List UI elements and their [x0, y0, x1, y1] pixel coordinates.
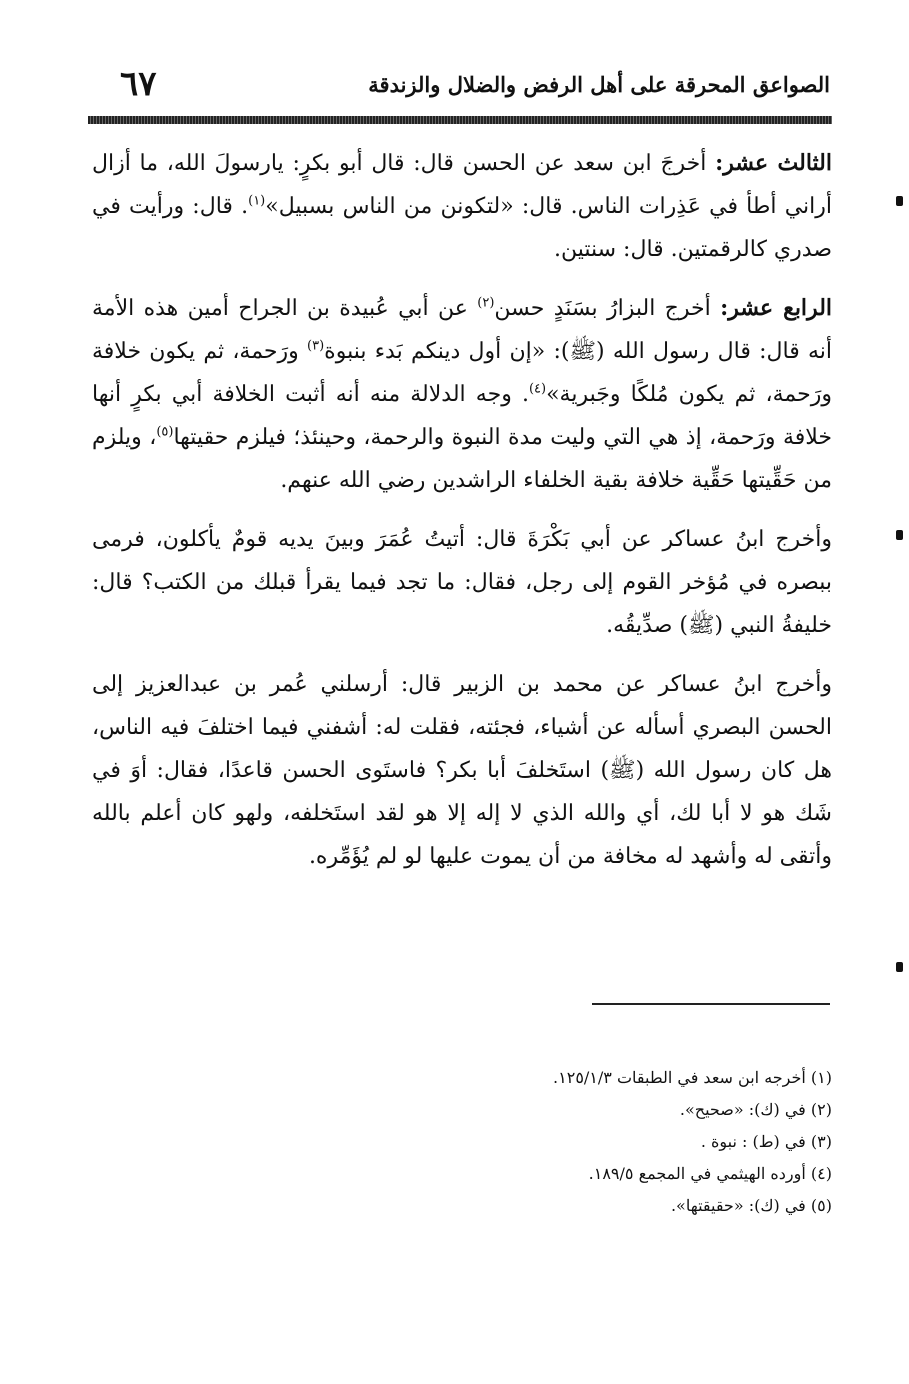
footnote-1: (١) أخرجه ابن سعد في الطبقات ١٢٥/١/٣.	[553, 1068, 832, 1087]
footnotes	[400, 1062, 832, 1222]
footnote-ref[interactable]: (٤)	[528, 381, 547, 397]
footnote-4: (٤) أورده الهيثمي في المجمع ١٨٩/٥.	[588, 1164, 832, 1183]
paragraph-abu-bakra	[92, 518, 832, 647]
paragraph-lead: الرابع عشر:	[720, 295, 833, 321]
margin-mark	[896, 962, 903, 972]
footnote-2: (٢) في (ك): «صحيح».	[679, 1100, 832, 1119]
paragraph-text: عن أبي عُبيدة بن الجراح أمين هذه الأمة أنه قال: قال رسول الله (ﷺ): «إن أول دينكم بَدء بنبوة	[92, 296, 833, 364]
footnote-ref[interactable]: (٥)	[156, 424, 174, 440]
margin-mark	[896, 196, 903, 206]
paragraph-text: أخرجَ ابن سعد عن الحسن قال: قال أبو بكرٍ: يارسولَ الله، ما أزال أراني أطأ في عَذِرات الناس. قال: «لتكونن من الناس بسبيل»	[92, 151, 832, 219]
paragraph-text: . قال: ورأيت في صدري كالرقمتين. قال: سنتين.	[92, 194, 832, 262]
running-header	[88, 64, 830, 114]
paragraph-lead: الثالث عشر:	[715, 150, 832, 176]
paragraph-text: وأخرج ابنُ عساكر عن أبي بَكْرَةَ قال: أتيتُ عُمَرَ وبينَ يديه قومٌ يأكلون، فرمى ببصره في مُؤخر القوم إلى رجل، فقال: ما تجد فيما يقرأ قبلك من الكتب؟ قال: خليفةُ النبي (ﷺ) صدِّيقُه.	[92, 527, 832, 638]
paragraph-text: ورَحمة، ثم يكون خلافة ورَحمة، ثم يكون مُلكًا وجَبرية»	[92, 339, 832, 407]
footnote-ref[interactable]: (٣)	[307, 338, 325, 354]
paragraph-text: ، ويلزم من حَقِّيتها حَقِّية خلافة بقية الخلفاء الراشدين رضي الله عنهم.	[92, 425, 832, 493]
paragraph-13	[92, 142, 832, 271]
footnote-5: (٥) في (ك): «حقيقتها».	[670, 1196, 832, 1215]
header-rule	[88, 116, 832, 124]
margin-mark	[896, 530, 903, 540]
footnote-ref[interactable]: (١)	[248, 193, 266, 209]
paragraph-text: أخرج البزارُ بسَنَدٍ حسن	[494, 296, 721, 321]
footnote-ref[interactable]: (٢)	[477, 295, 495, 311]
footnote-separator	[592, 1003, 830, 1005]
main-text	[92, 142, 832, 894]
paragraph-text: وأخرج ابنُ عساكر عن محمد بن الزبير قال: أرسلني عُمر بن عبدالعزيز إلى الحسن البصري أسأله عن أشياء، فجئته، فقلت له: أشفني فيما اختلفَ فيه الناس، هل كان رسول الله (ﷺ) استَخلفَ أبا بكر؟ فاستَوى الحسن قاعدًا، فقال: أوَ في شَك هو لا أبا لك، أي والله الذي لا إله إلا هو لقد استَخلفه، ولهو كان أعلم بالله وأتقى له وأشهد له مخافة من أن يموت عليها لو لم يُؤَمِّره.	[92, 672, 832, 869]
book-title: الصواعق المحرقة على أهل الرفض والضلال والزندقة	[368, 72, 830, 97]
paragraph-muhammad-zubair	[92, 663, 832, 878]
footnote-3: (٣) في (ط) : نبوة .	[700, 1132, 832, 1151]
paragraph-text: . وجه الدلالة منه أنه أثبت الخلافة أبي بكرٍ أنها خلافة ورَحمة، إذ هي التي وليت مدة النبوة والرحمة، وحينئذ؛ فيلزم حقيتها	[92, 382, 833, 450]
paragraph-14	[92, 287, 832, 502]
page-number: ٦٧	[120, 64, 157, 104]
